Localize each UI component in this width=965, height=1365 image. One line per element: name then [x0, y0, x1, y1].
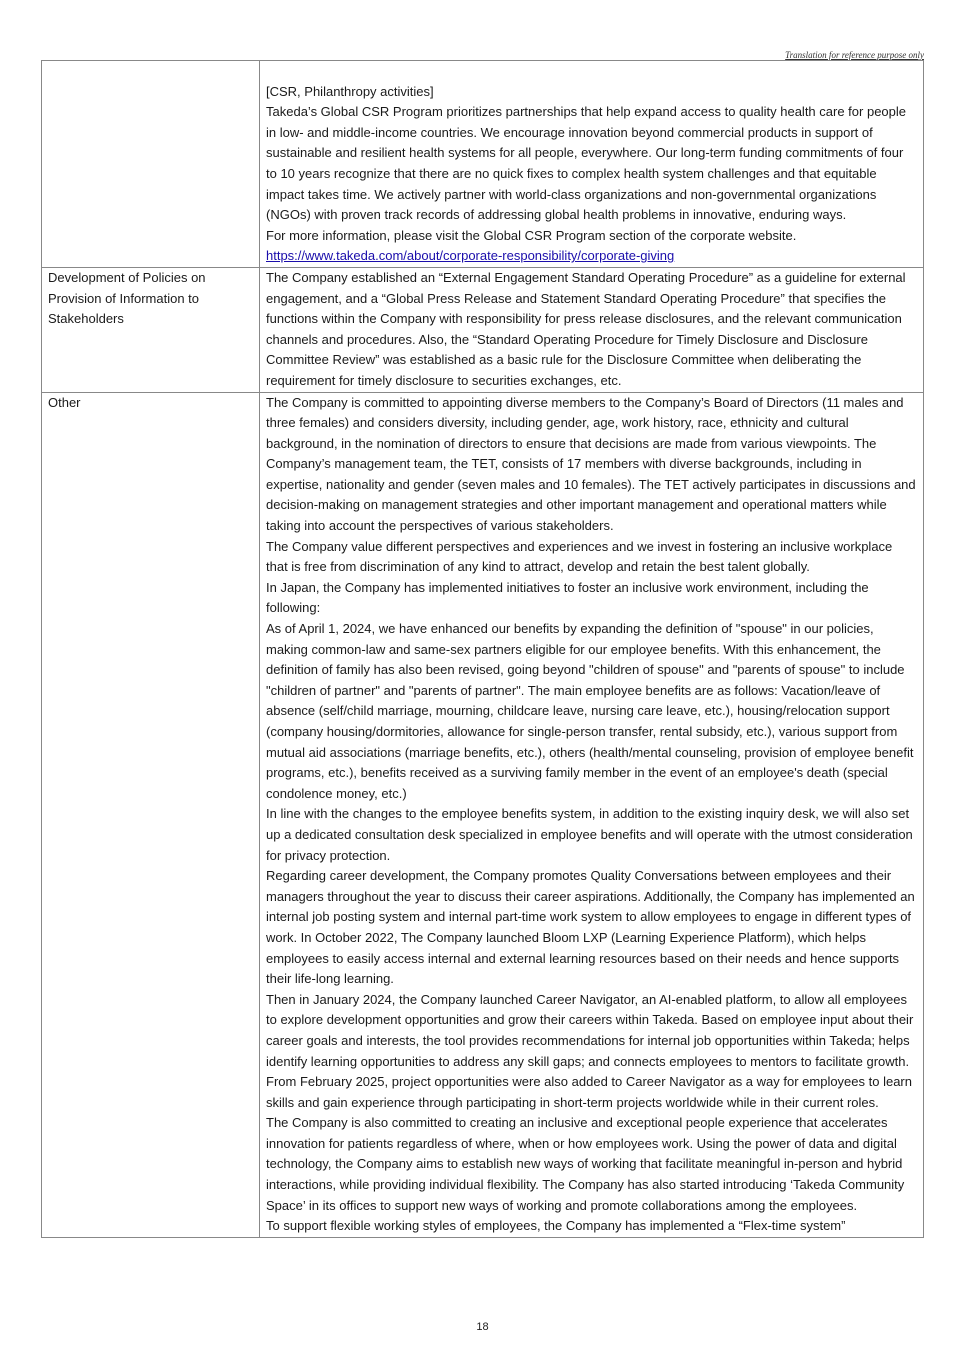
csr-paragraph: Takeda’s Global CSR Program prioritizes partnerships that help expand access to quality health care for people in low- and middle-income countries. We encourage innovation beyond commercial products in support of sustainable and resilient health systems for all people, everywhere. Our long-term funding commitments of four to 10 years recognize that there are no quick fixes to complex health system challenges and that equitable impact takes time. We actively partner with world-class organizations and non-governmental organizations (NGOs) with proven track records of addressing global health problems in innovative, enduring ways.	[266, 104, 906, 223]
career-development-paragraph: Regarding career development, the Company promotes Quality Conversations between employees and their managers throughout the year to discuss their career aspirations. Additionally, the Company has implemented an internal job posting system and internal part-time work system to allow employees to engage in different types of work. In October 2022, The Company launched Bloom LXP (Learning Experience Platform), which helps employees to easily access internal and external learning resources based on their needs and hence supports their life-long learning.	[266, 868, 915, 987]
csr-heading: [CSR, Philanthropy activities]	[266, 83, 434, 99]
translation-note: Translation for reference purpose only	[785, 50, 924, 60]
row-label-disclosure-policies: Development of Policies on Provision of Information to Stakeholders	[42, 267, 260, 392]
disclosure-paragraph: The Company established an “External Engagement Standard Operating Procedure” as a guideline for external engagement, and a “Global Press Release and Statement Standard Operating Procedure” that specifies the functions within the Company with responsibility for press release disclosures, and the relevant communication channels and procedures. Also, the “Standard Operating Procedure for Timely Disclosure and Disclosure Committee Review” was established as a basic rule for the Disclosure Committee when deliberating the requirement for timely disclosure to securities exchanges, etc.	[266, 269, 906, 388]
people-experience-paragraph: The Company is also committed to creating an inclusive and exceptional people experience that accelerates innovation for patients regardless of where, when or how employees work. Using the power of data and digital technology, the Company aims to establish new ways of working that facilitate meaningful in-person and hybrid interactions, while providing individual flexibility. The Company has also started introducing ‘Takeda Community Space’ in its offices to support new ways of working and promote collaborations among the employees.	[266, 1115, 905, 1213]
table-row	[42, 61, 924, 268]
table-row	[42, 267, 924, 392]
row-label-other: Other	[42, 392, 260, 1237]
spouse-definition-paragraph: As of April 1, 2024, we have enhanced our benefits by expanding the definition of "spouse" in our policies, making common-law and same-sex partners eligible for our employee benefits. With this enhancement, the definition of family has also been revised, going beyond "children of spouse" and "parents of spouse" to include "children of partner" and "parents of partner". The main employee benefits are as follows: Vacation/leave of absence (self/child marriage, mourning, childcare leave, nursing care leave, etc.), housing/relocation support (company housing/dormitories, allowance for single-person transfer, rental subsidy, etc.), various support from mutual aid associations (marriage benefits, etc.), others (health/mental counseling, provision of employee benefit programs, etc.), benefits received as a surviving family member in the event of an employee's death (special condolence money, etc.)	[266, 621, 914, 801]
csr-website-link[interactable]: https://www.takeda.com/about/corporate-responsibility/corporate-giving	[266, 248, 675, 264]
blank-line	[266, 61, 917, 82]
row-content-csr	[260, 61, 924, 268]
row-content-other	[260, 392, 924, 1237]
page-number: 18	[476, 1321, 489, 1333]
row-label-csr	[42, 61, 260, 268]
csr-more-info: For more information, please visit the Global CSR Program section of the corporate website.	[266, 227, 797, 243]
row-content-disclosure-policies	[260, 267, 924, 392]
governance-table	[41, 60, 924, 1238]
career-navigator-paragraph: Then in January 2024, the Company launched Career Navigator, an AI-enabled platform, to allow all employees to explore development opportunities and grow their careers within Takeda. Based on employee input about their career goals and interests, the tool provides recommendations for internal job opportunities within Takeda; helps identify learning opportunities to address any skill gaps; and connects employees to mentors to facilitate growth. From February 2025, project opportunities were also added to Career Navigator as a way for employees to learn skills and gain experience through participating in short-term projects worldwide while in their current roles.	[266, 991, 914, 1110]
consultation-desk-paragraph: In line with the changes to the employee benefits system, in addition to the existing inquiry desk, we will also set up a dedicated consultation desk specialized in employee benefits and will operate with the utmost consideration for privacy protection.	[266, 806, 913, 863]
table-row	[42, 392, 924, 1237]
japan-initiatives-paragraph: In Japan, the Company has implemented initiatives to foster an inclusive work environment, including the following:	[266, 579, 869, 616]
board-diversity-paragraph: The Company is committed to appointing diverse members to the Company’s Board of Directors (11 males and three females) and considers diversity, including gender, age, work history, race, ethnicity and cultural background, in the nomination of directors to ensure that decisions are made from various viewpoints. The Company’s management team, the TET, consists of 17 members with diverse backgrounds, including in expertise, nationality and gender (seven males and 10 females). The TET actively participates in discussions and decision-making on management strategies and other important management and operational matters while taking into account the perspectives of various stakeholders.	[266, 394, 916, 534]
inclusive-workplace-paragraph: The Company value different perspectives and experiences and we invest in fostering an inclusive workplace that is free from discrimination of any kind to attract, develop and retain the best talent globally.	[266, 538, 893, 575]
flex-time-paragraph: To support flexible working styles of employees, the Company has implemented a “Flex-time system”	[266, 1218, 846, 1234]
